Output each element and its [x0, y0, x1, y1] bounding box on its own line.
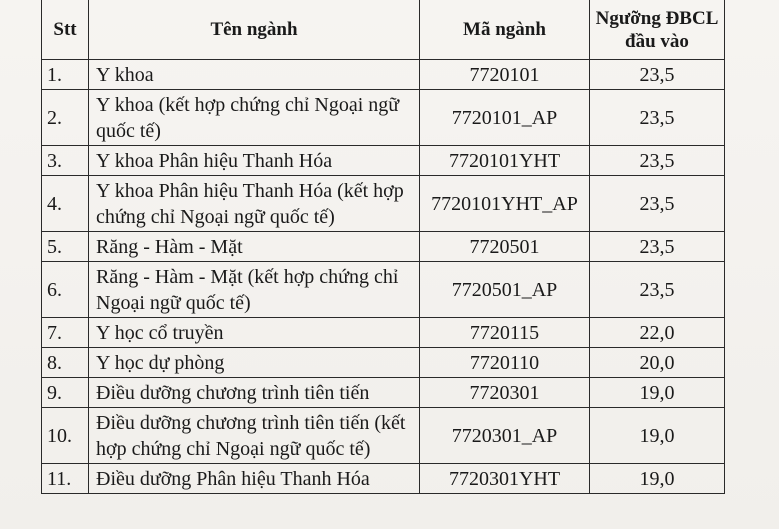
row-stt: 10. [42, 408, 89, 464]
row-code: 7720101YHT [420, 146, 590, 176]
table-row [42, 464, 725, 494]
table-header-row [42, 0, 725, 60]
table-row [42, 318, 725, 348]
row-score: 19,0 [590, 378, 725, 408]
row-score: 23,5 [590, 176, 725, 232]
row-name: Y khoa Phân hiệu Thanh Hóa [89, 146, 420, 176]
header-code: Mã ngành [420, 0, 590, 60]
row-code: 7720501 [420, 232, 590, 262]
row-score: 22,0 [590, 318, 725, 348]
row-stt: 2. [42, 90, 89, 146]
table-body [42, 60, 725, 494]
admission-threshold-table [41, 0, 725, 494]
row-stt: 1. [42, 60, 89, 90]
header-stt: Stt [42, 0, 89, 60]
row-score: 23,5 [590, 146, 725, 176]
row-name: Y khoa Phân hiệu Thanh Hóa (kết hợp chứng chỉ Ngoại ngữ quốc tế) [89, 176, 420, 232]
row-score: 23,5 [590, 262, 725, 318]
row-name: Điều dưỡng chương trình tiên tiến (kết hợp chứng chỉ Ngoại ngữ quốc tế) [89, 408, 420, 464]
row-name: Răng - Hàm - Mặt (kết hợp chứng chỉ Ngoại ngữ quốc tế) [89, 262, 420, 318]
row-score: 19,0 [590, 408, 725, 464]
row-score: 23,5 [590, 90, 725, 146]
row-name: Y học dự phòng [89, 348, 420, 378]
row-stt: 8. [42, 348, 89, 378]
row-score: 23,5 [590, 232, 725, 262]
row-name: Điều dưỡng chương trình tiên tiến [89, 378, 420, 408]
row-code: 7720301YHT [420, 464, 590, 494]
row-stt: 7. [42, 318, 89, 348]
row-code: 7720101YHT_AP [420, 176, 590, 232]
row-name: Y khoa (kết hợp chứng chỉ Ngoại ngữ quốc tế) [89, 90, 420, 146]
row-code: 7720101 [420, 60, 590, 90]
row-code: 7720301_AP [420, 408, 590, 464]
header-score-line1: Ngưỡng ĐBCL [595, 7, 719, 29]
row-score: 20,0 [590, 348, 725, 378]
table-row [42, 408, 725, 464]
table-row [42, 60, 725, 90]
row-score: 19,0 [590, 464, 725, 494]
row-stt: 3. [42, 146, 89, 176]
row-code: 7720101_AP [420, 90, 590, 146]
table-row [42, 90, 725, 146]
table-row [42, 232, 725, 262]
row-name: Y khoa [89, 60, 420, 90]
header-score-line2: đầu vào [625, 30, 689, 52]
table-row [42, 378, 725, 408]
row-stt: 5. [42, 232, 89, 262]
table-row [42, 348, 725, 378]
row-code: 7720110 [420, 348, 590, 378]
row-code: 7720501_AP [420, 262, 590, 318]
row-score: 23,5 [590, 60, 725, 90]
table-row [42, 262, 725, 318]
row-code: 7720115 [420, 318, 590, 348]
row-name: Y học cổ truyền [89, 318, 420, 348]
header-score [590, 0, 725, 60]
row-name: Răng - Hàm - Mặt [89, 232, 420, 262]
table-row [42, 176, 725, 232]
row-code: 7720301 [420, 378, 590, 408]
row-stt: 4. [42, 176, 89, 232]
row-name: Điều dưỡng Phân hiệu Thanh Hóa [89, 464, 420, 494]
header-name: Tên ngành [89, 0, 420, 60]
row-stt: 11. [42, 464, 89, 494]
table-row [42, 146, 725, 176]
row-stt: 6. [42, 262, 89, 318]
row-stt: 9. [42, 378, 89, 408]
